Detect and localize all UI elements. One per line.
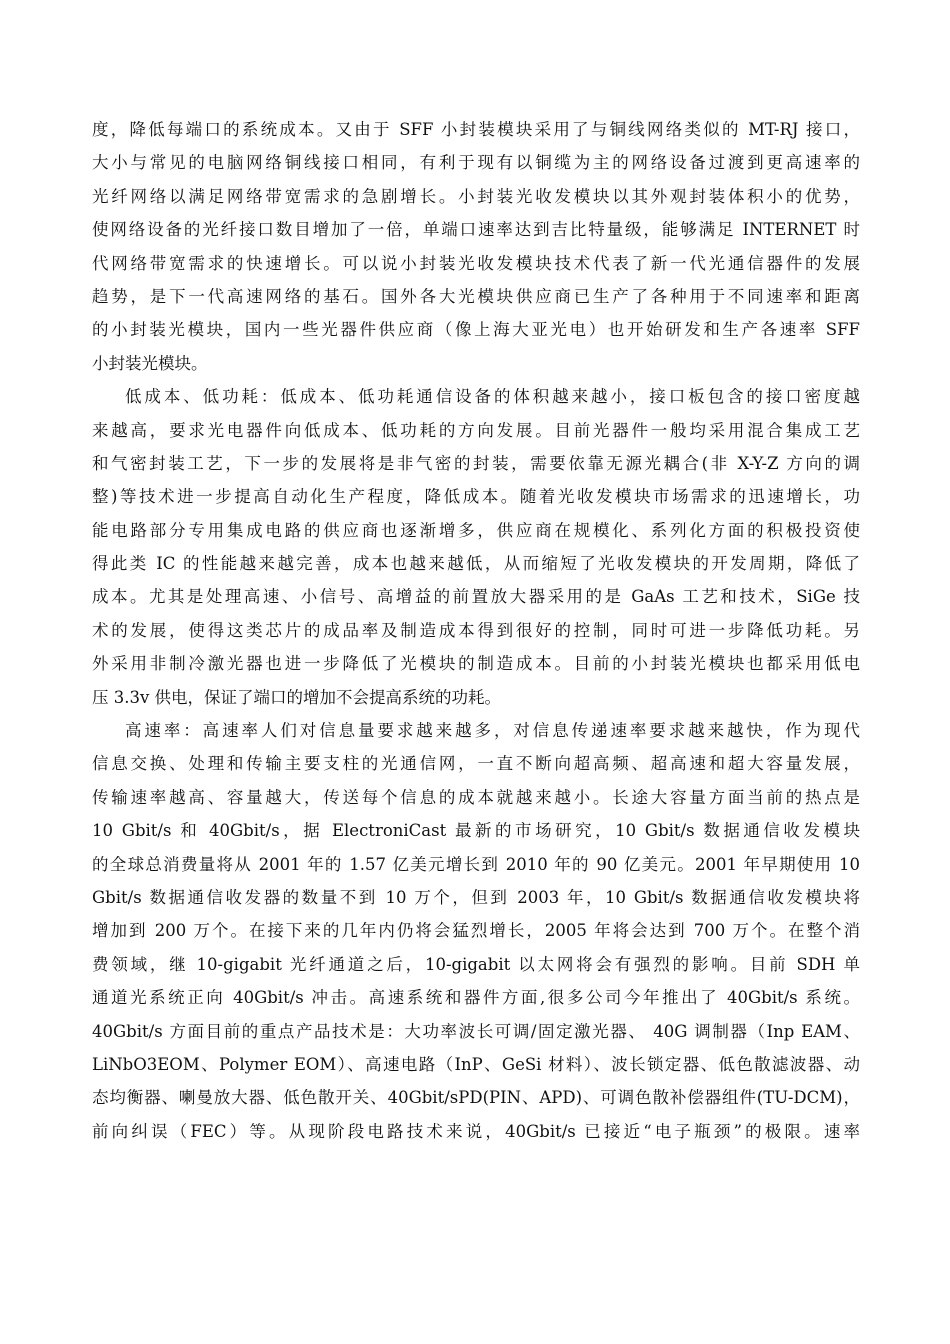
text-line: 趋势，是下一代高速网络的基石。国外各大光模块供应商已生产了各种用于不同速率和距离: [92, 286, 860, 306]
text-line: 的全球总消费量将从 2001 年的 1.57 亿美元增长到 2010 年的 90 亿美元。2001 年早期使用 10: [92, 854, 860, 874]
paragraph-high-speed: [92, 714, 860, 1148]
text-line: 整)等技术进一步提高自动化生产程度，降低成本。随着光收发模块市场需求的迅速增长，功: [92, 487, 860, 507]
text-line: LiNbO3EOM、Polymer EOM）、高速电路（InP、GeSi 材料）、波长锁定器、低色散滤波器、动: [92, 1054, 860, 1074]
document-page: [92, 113, 860, 1148]
text-line: 能电路部分专用集成电路的供应商也逐渐增多，供应商在规模化、系列化方面的积极投资使: [92, 520, 860, 540]
text-line: 低成本、低功耗：低成本、低功耗通信设备的体积越来越小，接口板包含的接口密度越: [125, 387, 860, 407]
text-line: 费领域，继 10-gigabit 光纤通道之后，10-gigabit 以太网将会有强烈的影响。目前 SDH 单: [92, 954, 860, 974]
text-line: 前向纠误（FEC）等。从现阶段电路技术来说，40Gbit/s 已接近“电子瓶颈”的极限。速率: [92, 1121, 860, 1141]
text-line: Gbit/s 数据通信收发器的数量不到 10 万个，但到 2003 年，10 Gbit/s 数据通信收发模块将: [92, 887, 860, 907]
paragraph-low-cost-low-power: [92, 380, 860, 714]
text-line: 大小与常见的电脑网络铜线接口相同，有利于现有以铜缆为主的网络设备过渡到更高速率的: [92, 153, 860, 173]
text-line: 小封装光模块。: [92, 353, 208, 373]
text-line: 使网络设备的光纤接口数目增加了一倍，单端口速率达到吉比特量级，能够满足 INTERNET 时: [92, 220, 860, 240]
text-line: 和气密封装工艺，下一步的发展将是非气密的封装，需要依靠无源光耦合(非 X-Y-Z 方向的调: [92, 453, 860, 473]
text-line: 传输速率越高、容量越大，传送每个信息的成本就越来越小。长途大容量方面当前的热点是: [92, 787, 860, 807]
text-line: 压 3.3v 供电，保证了端口的增加不会提高系统的功耗。: [92, 687, 502, 707]
text-line: 40Gbit/s 方面目前的重点产品技术是：大功率波长可调/固定激光器、 40G 调制器（Inp EAM、: [92, 1021, 860, 1041]
text-line: 的小封装光模块，国内一些光器件供应商（像上海大亚光电）也开始研发和生产各速率 SFF: [92, 320, 860, 340]
text-line: 高速率：高速率人们对信息量要求越来越多，对信息传递速率要求越来越快，作为现代: [125, 721, 860, 741]
text-line: 术的发展，使得这类芯片的成品率及制造成本得到很好的控制，同时可进一步降低功耗。另: [92, 620, 860, 640]
text-line: 得此类 IC 的性能越来越完善，成本也越来越低，从而缩短了光收发模块的开发周期，降低了: [92, 554, 860, 574]
text-line: 来越高，要求光电器件向低成本、低功耗的方向发展。目前光器件一般均采用混合集成工艺: [92, 420, 860, 440]
paragraph-sff-advantages: [92, 113, 860, 380]
text-line: 10 Gbit/s 和 40Gbit/s，据 ElectroniCast 最新的市场研究，10 Gbit/s 数据通信收发模块: [92, 821, 860, 841]
text-line: 通道光系统正向 40Gbit/s 冲击。高速系统和器件方面,很多公司今年推出了 40Gbit/s 系统。: [92, 988, 860, 1008]
text-line: 信息交换、处理和传输主要支柱的光通信网，一直不断向超高频、超高速和超大容量发展，: [92, 754, 860, 774]
text-line: 光纤网络以满足网络带宽需求的急剧增长。小封装光收发模块以其外观封装体积小的优势，: [92, 186, 860, 206]
text-line: 代网络带宽需求的快速增长。可以说小封装光收发模块技术代表了新一代光通信器件的发展: [92, 253, 860, 273]
text-line: 度，降低每端口的系统成本。又由于 SFF 小封装模块采用了与铜线网络类似的 MT-RJ 接口，: [92, 120, 860, 139]
text-line: 态均衡器、喇曼放大器、低色散开关、40Gbit/sPD(PIN、APD)、可调色散补偿器组件(TU-DCM)，: [92, 1088, 860, 1108]
text-line: 外采用非制冷激光器也进一步降低了光模块的制造成本。目前的小封装光模块也都采用低电: [92, 654, 860, 674]
text-line: 成本。尤其是处理高速、小信号、高增益的前置放大器采用的是 GaAs 工艺和技术，SiGe 技: [92, 587, 860, 607]
text-line: 增加到 200 万个。在接下来的几年内仍将会猛烈增长，2005 年将会达到 700 万个。在整个消: [92, 921, 860, 941]
